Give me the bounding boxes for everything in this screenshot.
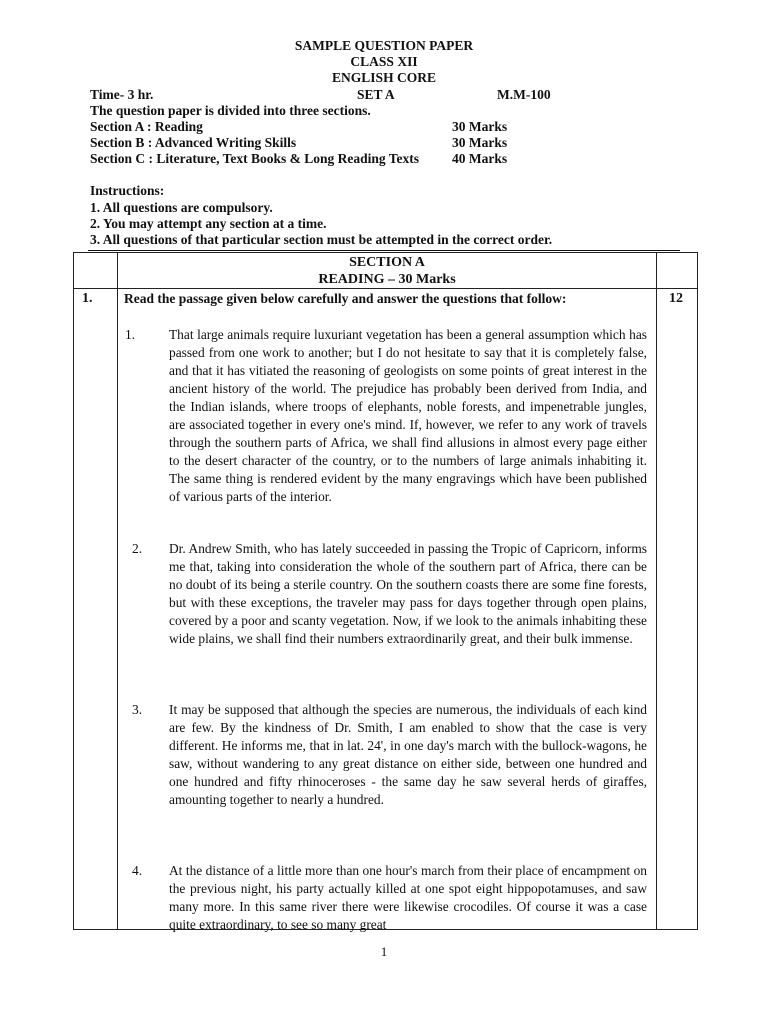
subject-label: ENGLISH CORE: [332, 70, 436, 85]
table-column-divider: [117, 253, 118, 929]
section-a-table: [73, 252, 698, 930]
page-number: 1: [380, 944, 388, 959]
instruction-item: 2. You may attempt any section at a time.: [90, 216, 327, 231]
table-row-divider: [74, 288, 697, 289]
instruction-item: 3. All questions of that particular section must be attempted in the correct order.: [90, 232, 553, 247]
question-text: Read the passage given below carefully and answer the questions that follow:: [124, 291, 567, 306]
section-c-marks: 40 Marks: [452, 151, 508, 166]
passage-paragraph: It may be supposed that although the species are numerous, the individuals of each kind are few. By the kindness of Dr. Smith, I am enabled to show that the case is very different. He informs me, that in lat. 24', in one day's march with the bullock-wagons, he saw, without wandering to any great distance on either side, between one hundred and one hundred and fifty rhinoceroses - the same day he saw several herds of giraffes, amounting together to nearly a hundred.: [169, 702, 647, 807]
paragraph-number: 2.: [132, 541, 143, 556]
paragraph-number: 4.: [132, 863, 143, 878]
section-b-label: Section B : Advanced Writing Skills: [90, 135, 297, 150]
question-marks: 12: [669, 291, 683, 306]
section-a-marks: 30 Marks: [452, 119, 508, 134]
section-a-label: Section A : Reading: [90, 119, 203, 134]
max-marks-label: M.M-100: [497, 87, 551, 102]
paragraph-number: 3.: [132, 702, 143, 717]
paragraph-number: 1.: [125, 327, 136, 342]
table-column-divider: [656, 253, 657, 929]
time-label: Time- 3 hr.: [90, 87, 154, 102]
question-number: 1.: [82, 291, 93, 306]
instructions-heading: Instructions:: [90, 183, 165, 198]
section-subheading: READING – 30 Marks: [318, 272, 456, 287]
class-label: CLASS XII: [350, 54, 418, 69]
passage-paragraph: At the distance of a little more than one hour's march from their place of encampment on the previous night, his party actually killed at one spot eight hippopotamuses, and saw many more. In this same river there were likewise crocodiles. Of course it was a case quite extraordinary, to see so many great: [169, 863, 647, 932]
section-b-marks: 30 Marks: [452, 135, 508, 150]
instruction-item: 1. All questions are compulsory.: [90, 200, 273, 215]
header-divider: [88, 250, 680, 251]
passage-paragraph: Dr. Andrew Smith, who has lately succeeded in passing the Tropic of Capricorn, informs me that, taking into consideration the whole of the southern part of Africa, there can be no doubt of its being a sterile country. On the southern coasts there are some fine forests, but with these exceptions, the traveler may pass for days together through open plains, covered by a poor and scanty vegetation. Now, if we look to the animals inhabiting these wide plains, we shall find their numbers extraordinarily great, and their bulk immense.: [169, 541, 647, 646]
section-c-label: Section C : Literature, Text Books & Long Reading Texts: [90, 151, 420, 166]
paper-title: SAMPLE QUESTION PAPER: [294, 38, 474, 53]
set-label: SET A: [357, 87, 395, 102]
division-note: The question paper is divided into three sections.: [90, 103, 371, 118]
section-heading: SECTION A: [349, 255, 425, 270]
passage-paragraph: That large animals require luxuriant vegetation has been a general assumption which has passed from one work to another; but I do not hesitate to say that it is completely false, and that it has vitiated the reasoning of geologists on some points of great interest in the ancient history of the world. The prejudice has probably been derived from India, and the Indian islands, where troops of elephants, noble forests, and impenetrable jungles, are associated together in every one's mind. If, however, we refer to any work of travels through the southern parts of Africa, we shall find allusions in almost every page either to the desert character of the country, or to the numbers of large animals inhabiting it. The same thing is rendered evident by the many engravings which have been published of various parts of the interior.: [169, 327, 647, 504]
